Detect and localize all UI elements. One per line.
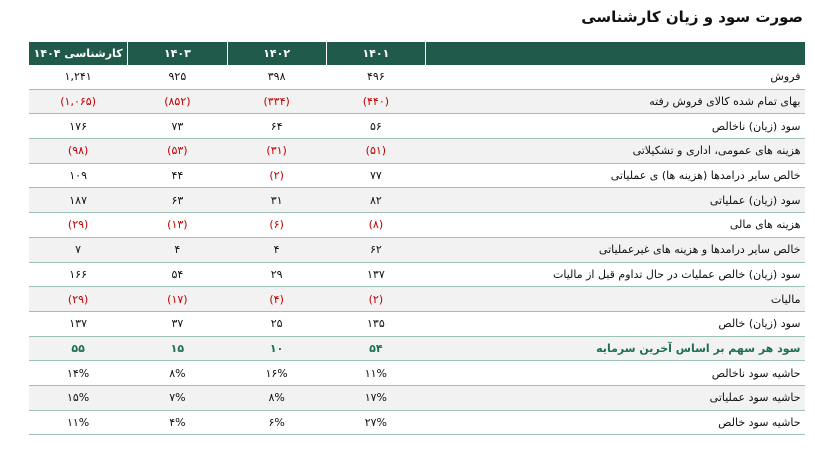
table-row <box>29 287 805 312</box>
cell-1403: ۳۷ <box>128 311 227 336</box>
cell-1401: ۱۷% <box>326 385 425 410</box>
income-statement-table <box>28 42 805 435</box>
table-row <box>29 188 805 213</box>
table-row <box>29 65 805 89</box>
cell-1401: ۲۷% <box>326 410 425 435</box>
cell-1404: (۱,۰۶۵) <box>29 89 128 114</box>
row-label: فروش <box>426 65 805 89</box>
row-label: سود (زیان) عملیاتی <box>426 188 805 213</box>
cell-1403: (۱۳) <box>128 213 227 238</box>
table-row <box>29 361 805 386</box>
row-label: سود هر سهم بر اساس آخرین سرمایه <box>426 336 805 361</box>
cell-1404: ۱۵% <box>29 385 128 410</box>
cell-1404: (۹۸) <box>29 139 128 164</box>
cell-1404: ۱۱% <box>29 410 128 435</box>
table-row <box>29 410 805 435</box>
cell-1402: ۶۴ <box>227 114 326 139</box>
header-1401: ۱۴۰۱ <box>326 42 425 65</box>
row-label: خالص سایر درامدها و هزینه های غیرعملیاتی <box>426 237 805 262</box>
cell-1402: ۱۰ <box>227 336 326 361</box>
table-header-row <box>29 42 805 65</box>
cell-1402: (۶) <box>227 213 326 238</box>
cell-1402: ۶% <box>227 410 326 435</box>
table-row <box>29 385 805 410</box>
cell-1401: ۵۴ <box>326 336 425 361</box>
table-row <box>29 89 805 114</box>
cell-1402: (۳۱) <box>227 139 326 164</box>
cell-1403: ۴% <box>128 410 227 435</box>
table-row <box>29 311 805 336</box>
row-label: هزینه های مالی <box>426 213 805 238</box>
row-label: حاشیه سود خالص <box>426 410 805 435</box>
table-row-highlight <box>29 336 805 361</box>
row-label: مالیات <box>426 287 805 312</box>
row-label: سود (زیان) خالص <box>426 311 805 336</box>
cell-1401: (۵۱) <box>326 139 425 164</box>
header-1403: ۱۴۰۳ <box>128 42 227 65</box>
cell-1404: ۱۴% <box>29 361 128 386</box>
cell-1402: (۴) <box>227 287 326 312</box>
cell-1401: (۲) <box>326 287 425 312</box>
cell-1404: ۱۸۷ <box>29 188 128 213</box>
cell-1401: ۱۱% <box>326 361 425 386</box>
row-label: حاشیه سود عملیاتی <box>426 385 805 410</box>
cell-1404: (۲۹) <box>29 287 128 312</box>
row-label: بهای تمام شده کالای فروش رفته <box>426 89 805 114</box>
cell-1402: ۱۶% <box>227 361 326 386</box>
cell-1402: ۲۹ <box>227 262 326 287</box>
table-row <box>29 163 805 188</box>
cell-1401: ۱۳۵ <box>326 311 425 336</box>
cell-1404: ۷ <box>29 237 128 262</box>
cell-1403: ۷% <box>128 385 227 410</box>
cell-1403: ۹۲۵ <box>128 65 227 89</box>
table-row <box>29 262 805 287</box>
cell-1403: ۶۳ <box>128 188 227 213</box>
cell-1403: ۴ <box>128 237 227 262</box>
cell-1401: ۴۹۶ <box>326 65 425 89</box>
cell-1403: ۱۵ <box>128 336 227 361</box>
cell-1404: ۵۵ <box>29 336 128 361</box>
cell-1403: (۱۷) <box>128 287 227 312</box>
cell-1401: ۷۷ <box>326 163 425 188</box>
cell-1402: (۳۳۴) <box>227 89 326 114</box>
cell-1403: ۷۳ <box>128 114 227 139</box>
row-label: سود (زیان) ناخالص <box>426 114 805 139</box>
cell-1404: (۲۹) <box>29 213 128 238</box>
cell-1403: ۸% <box>128 361 227 386</box>
cell-1403: (۸۵۲) <box>128 89 227 114</box>
cell-1401: ۵۶ <box>326 114 425 139</box>
cell-1401: ۶۲ <box>326 237 425 262</box>
table-row <box>29 237 805 262</box>
header-1404: کارشناسی ۱۴۰۴ <box>29 42 128 65</box>
cell-1402: ۸% <box>227 385 326 410</box>
table-row <box>29 139 805 164</box>
cell-1402: ۲۵ <box>227 311 326 336</box>
page-title: صورت سود و زیان کارشناسی <box>581 8 803 26</box>
row-label: سود (زیان) خالص عملیات در حال تداوم قبل از مالیات <box>426 262 805 287</box>
cell-1403: ۴۴ <box>128 163 227 188</box>
cell-1404: ۱۰۹ <box>29 163 128 188</box>
cell-1401: ۸۲ <box>326 188 425 213</box>
cell-1404: ۱۷۶ <box>29 114 128 139</box>
cell-1403: (۵۳) <box>128 139 227 164</box>
cell-1402: ۳۱ <box>227 188 326 213</box>
cell-1401: (۴۴۰) <box>326 89 425 114</box>
cell-1401: (۸) <box>326 213 425 238</box>
cell-1403: ۵۴ <box>128 262 227 287</box>
cell-1402: ۳۹۸ <box>227 65 326 89</box>
row-label: خالص سایر درامدها (هزینه ها) ی عملیاتی <box>426 163 805 188</box>
cell-1404: ۱,۲۴۱ <box>29 65 128 89</box>
header-label <box>426 42 805 65</box>
table-row <box>29 213 805 238</box>
cell-1402: (۲) <box>227 163 326 188</box>
cell-1404: ۱۶۶ <box>29 262 128 287</box>
row-label: حاشیه سود ناخالص <box>426 361 805 386</box>
cell-1404: ۱۳۷ <box>29 311 128 336</box>
cell-1401: ۱۳۷ <box>326 262 425 287</box>
table-row <box>29 114 805 139</box>
row-label: هزینه های عمومی، اداری و تشکیلاتی <box>426 139 805 164</box>
header-1402: ۱۴۰۲ <box>227 42 326 65</box>
cell-1402: ۴ <box>227 237 326 262</box>
